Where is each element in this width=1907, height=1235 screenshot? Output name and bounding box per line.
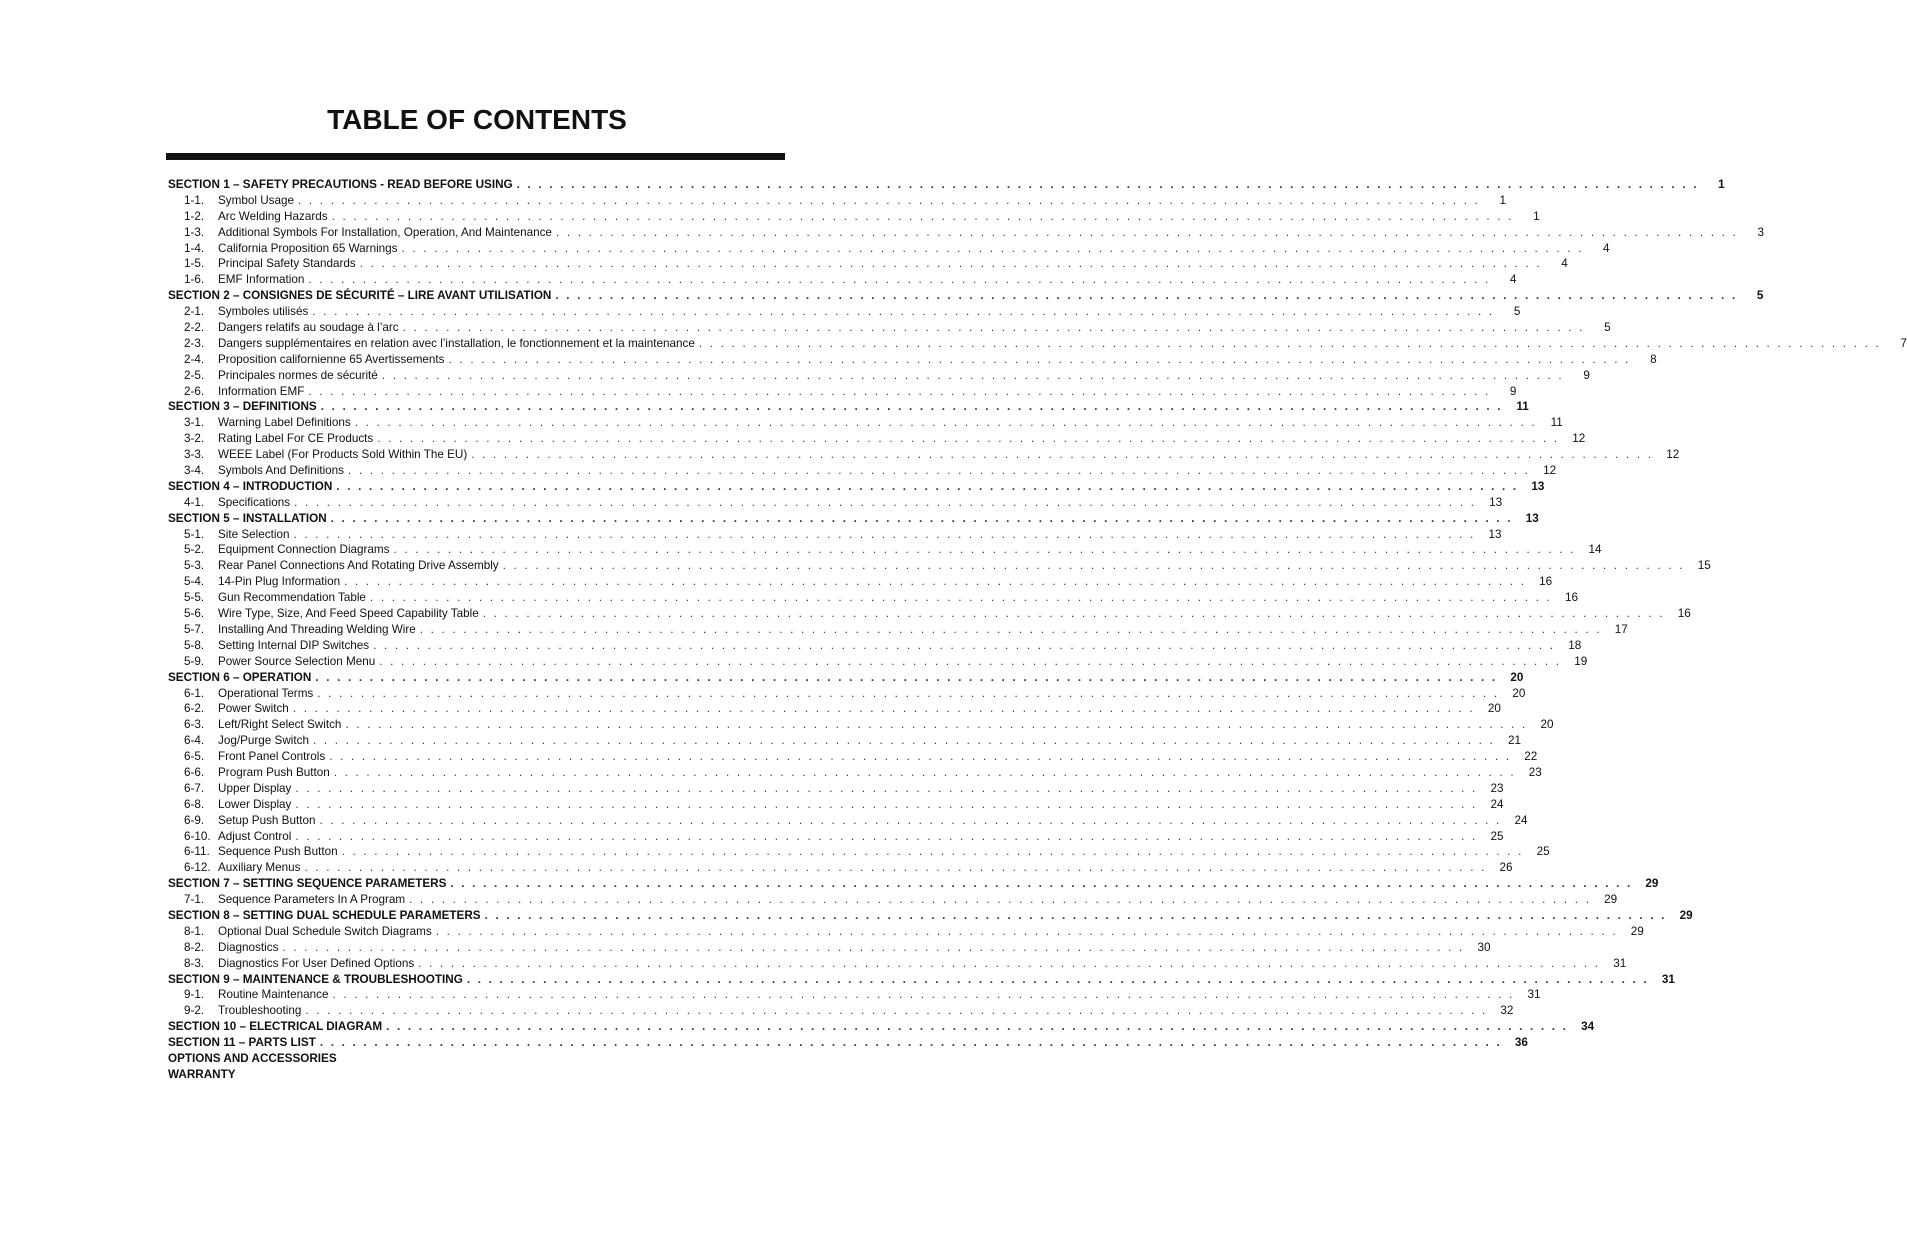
toc-dot-leader: . . . . . . . . . . . . . . . . . . . . . . . . . . . . . . . . . . . . . . . . . . . . . . . . . . . . . . . . . . . . . . . . . . . . . . . . . . . . . . . . . . . . . . . . . . . . . . . . . . . . . . . . . . . . . bbox=[295, 781, 1478, 795]
toc-page-number: 29 bbox=[1604, 893, 1618, 907]
toc-dot-leader: . . . . . . . . . . . . . . . . . . . . . . . . . . . . . . . . . . . . . . . . . . . . . . . . . . . . . . . . . . . . . . . . . . . . . . . . . . . . . . . . . . . . . . . . . . . . . . . . . . . . . . . . . . . . . bbox=[345, 718, 1528, 732]
toc-entry-title: Power Source Selection Menu bbox=[218, 654, 376, 668]
toc-page-number: 31 bbox=[1661, 972, 1675, 986]
toc-page-number: 31 bbox=[1613, 956, 1627, 970]
toc-entry-row[interactable] bbox=[168, 431, 1586, 447]
toc-section-row[interactable] bbox=[168, 1051, 782, 1067]
toc-entry-row[interactable] bbox=[168, 860, 1513, 876]
toc-entry-number: 5-2. bbox=[184, 543, 205, 557]
toc-section-row[interactable] bbox=[168, 288, 1764, 304]
toc-entry-title: Diagnostics For User Defined Options bbox=[218, 956, 415, 970]
toc-entry-title: Sequence Parameters In A Program bbox=[218, 893, 406, 907]
toc-entry-row[interactable] bbox=[168, 209, 1540, 225]
toc-entry-row[interactable] bbox=[168, 638, 1582, 654]
toc-entry-title: Front Panel Controls bbox=[218, 750, 326, 764]
toc-dot-leader: . . . . . . . . . . . . . . . . . . . . . . . . . . . . . . . . . . . . . . . . . . . . . . . . . . . . . . . . . . . . . . . . . . . . . . . . . . . . . . . . . . . . . . . . . . . . . . . . . . . . . . . . . . . . . bbox=[332, 988, 1515, 1002]
toc-section-row[interactable] bbox=[168, 876, 1659, 892]
toc-section-row[interactable] bbox=[168, 177, 1725, 193]
toc-entry-title: Arc Welding Hazards bbox=[218, 209, 328, 223]
toc-entry-row[interactable] bbox=[168, 241, 1610, 257]
toc-dot-leader: . . . . . . . . . . . . . . . . . . . . . . . . . . . . . . . . . . . . . . . . . . . . . . . . . . . . . . . . . . . . . . . . . . . . . . . . . . . . . . . . . . . . . . . . . . . . . . . . . . . . . . . . . . . . . bbox=[317, 686, 1500, 700]
toc-entry-row[interactable] bbox=[168, 940, 1491, 956]
toc-dot-leader: . . . . . . . . . . . . . . . . . . . . . . . . . . . . . . . . . . . . . . . . . . . . . . . . . . . . . . . . . . . . . . . . . . . . . . . . . . . . . . . . . . . . . . . . . . . . . . . . . . . . . . . . . . . . . bbox=[329, 750, 1512, 764]
toc-page-number: 16 bbox=[1564, 591, 1578, 605]
toc-dot-leader: . . . . . . . . . . . . . . . . . . . . . . . . . . . . . . . . . . . . . . . . . . . . . . . . . . . . . . . . . . . . . . . . . . . . . . . . . . . . . . . . . . . . . . . . . . . . . . . . . . . . . . . . . . . . . bbox=[354, 416, 1537, 430]
toc-entry-row[interactable] bbox=[168, 781, 1504, 797]
toc-entry-row[interactable] bbox=[168, 956, 1627, 972]
toc-page-number: 30 bbox=[1477, 940, 1491, 954]
toc-entry-row[interactable] bbox=[168, 654, 1588, 670]
toc-section-title: SECTION 3 – DEFINITIONS bbox=[168, 400, 317, 414]
toc-entry-row[interactable] bbox=[168, 256, 1568, 272]
toc-dot-leader: . . . . . . . . . . . . . . . . . . . . . . . . . . . . . . . . . . . . . . . . . . . . . . . . . . . . . . . . . . . . . . . . . . . . . . . . . . . . . . . . . . . . . . . . . . . . . . . . . . . . . . . . . . . . . bbox=[418, 956, 1601, 970]
toc-entry-title: Rating Label For CE Products bbox=[218, 432, 374, 446]
toc-dot-leader: . . . . . . . . . . . . . . . . . . . . . . . . . . . . . . . . . . . . . . . . . . . . . . . . . . . . . . . . . . . . . . . . . . . . . . . . . . . . . . . . . . . . . . . . . . . . . . . . . . . . . . . . . . . . . bbox=[698, 336, 1881, 350]
toc-page-number: 29 bbox=[1645, 877, 1659, 891]
toc-page-number: 11 bbox=[1516, 400, 1529, 414]
toc-entry-title: Power Switch bbox=[218, 702, 289, 716]
toc-section-title: SECTION 8 – SETTING DUAL SCHEDULE PARAMETERS bbox=[168, 908, 481, 922]
toc-entry-row[interactable] bbox=[168, 1003, 1514, 1019]
toc-page-number: 12 bbox=[1572, 432, 1586, 446]
toc-entry-number: 6-6. bbox=[184, 765, 205, 779]
toc-page-number: 25 bbox=[1536, 845, 1550, 859]
toc-page-number: 5 bbox=[1604, 321, 1611, 335]
toc-page-number: 4 bbox=[1561, 257, 1568, 271]
toc-entry-row[interactable] bbox=[168, 892, 1618, 908]
toc-page-number: 5 bbox=[1513, 305, 1521, 319]
toc-dot-leader: . . . . . . . . . . . . . . . . . . . . . . . . . . . . . . . . . . . . . . . . . . . . . . . . . . . . . . . . . . . . . . . . . . . . . . . . . . . . . . . . . . . . . . . . . . . . . . . . . . . . . . . . . . . . . bbox=[373, 638, 1556, 652]
toc-entry-row[interactable] bbox=[168, 352, 1657, 368]
toc-entry-number: 2-6. bbox=[184, 384, 205, 398]
toc-entry-title: Sequence Push Button bbox=[218, 845, 338, 859]
toc-dot-leader: . . . . . . . . . . . . . . . . . . . . . . . . . . . . . . . . . . . . . . . . . . . . . . . . . . . . . . . . . . . . . . . . . . . . . . . . . . . . . . . . . . . . . . . . . . . . . . . . . . . . . . . . . . . . . bbox=[341, 845, 1524, 859]
toc-dot-leader: . . . . . . . . . . . . . . . . . . . . . . . . . . . . . . . . . . . . . . . . . . . . . . . . . . . . . . . . . . . . . . . . . . . . . . . . . . . . . . . . . . . . . . . . . . . . . . . . . . . . . . . . . . . . . bbox=[333, 765, 1516, 779]
toc-entry-title: Proposition californienne 65 Avertissements bbox=[218, 352, 445, 366]
toc-page-number: 25 bbox=[1490, 829, 1504, 843]
toc-page-number: 21 bbox=[1507, 734, 1521, 748]
toc-page-number: 12 bbox=[1666, 448, 1680, 462]
toc-page-number: 20 bbox=[1512, 686, 1526, 700]
toc-entry-title: Troubleshooting bbox=[218, 1004, 302, 1018]
toc-page-number: 8 bbox=[1650, 352, 1657, 366]
toc-section-title: SECTION 6 – OPERATION bbox=[168, 670, 312, 684]
toc-entry-number: 6-9. bbox=[184, 813, 205, 827]
toc-entry-title: Operational Terms bbox=[218, 686, 314, 700]
toc-section-title: OPTIONS AND ACCESSORIES bbox=[168, 1051, 337, 1065]
toc-entry-title: Gun Recommendation Table bbox=[218, 591, 366, 605]
toc-entry-title: WEEE Label (For Products Sold Within The EU) bbox=[218, 448, 468, 462]
toc-dot-leader: . . . . . . . . . . . . . . . . . . . . . . . . . . . . . . . . . . . . . . . . . . . . . . . . . . . . . . . . . . . . . . . . . . . . . . . . . . . . . . . . . . . . . . . . . . . . . . . . . . . . . . . . . . . . . bbox=[482, 607, 1665, 621]
toc-page-number: 1 bbox=[1533, 209, 1540, 223]
toc-entry-title: Specifications bbox=[218, 495, 291, 509]
toc-entry-title: Symbol Usage bbox=[218, 193, 295, 207]
toc-page-number: 23 bbox=[1528, 765, 1542, 779]
toc-dot-leader: . . . . . . . . . . . . . . . . . . . . . . . . . . . . . . . . . . . . . . . . . . . . . . . . . . . . . . . . . . . . . . . . . . . . . . . . . . . . . . . . . . . . . . . . . . . . . . . . . . . . . . . . . . . . . bbox=[386, 1020, 1569, 1034]
toc-entry-title: Routine Maintenance bbox=[218, 988, 329, 1002]
toc-entry-row[interactable] bbox=[168, 622, 1628, 638]
toc-page-number: 12 bbox=[1543, 464, 1557, 478]
toc-entry-row[interactable] bbox=[168, 765, 1542, 781]
toc-entry-title: Program Push Button bbox=[218, 765, 330, 779]
toc-section-row[interactable] bbox=[168, 479, 1545, 495]
toc-entry-row[interactable] bbox=[168, 495, 1503, 511]
toc-section-row[interactable] bbox=[168, 972, 1675, 988]
toc-entry-row[interactable] bbox=[168, 542, 1602, 558]
toc-entry-number: 5-7. bbox=[184, 622, 205, 636]
toc-entry-number: 3-1. bbox=[184, 416, 205, 430]
toc-dot-leader: . . . . . . . . . . . . . . . . . . . . . . . . . . . . . . . . . . . . . . . . . . . . . . . . . . . . . . . . . . . . . . . . . . . . . . . . . . . . . . . . . . . . . . . . . . . . . . . . . . . . . . . . . . . . . bbox=[295, 829, 1478, 843]
toc-entry-row[interactable] bbox=[168, 320, 1611, 336]
toc-dot-leader: . . . . . . . . . . . . . . . . . . . . . . . . . . . . . . . . . . . . . . . . . . . . . . . . . . . . . . . . . . . . . . . . . . . . . . . . . . . . . . . . . . . . . . . . . . . . . . . . . . . . . . . . . . . . . bbox=[305, 1004, 1488, 1018]
toc-entry-number: 6-7. bbox=[184, 781, 205, 795]
toc-entry-row[interactable] bbox=[168, 527, 1502, 543]
toc-entry-row[interactable] bbox=[168, 368, 1590, 384]
toc-section-title: SECTION 4 – INTRODUCTION bbox=[168, 479, 333, 493]
toc-dot-leader: . . . . . . . . . . . . . . . . . . . . . . . . . . . . . . . . . . . . . . . . . . . . . . . . . . . . . . . . . . . . . . . . . . . . . . . . . . . . . . . . . . . . . . . . . . . . . . . . . . . . . . . . . . . . . bbox=[450, 877, 1633, 891]
toc-entry-number: 5-1. bbox=[184, 527, 205, 541]
toc-dot-leader: . . . . . . . . . . . . . . . . . . . . . . . . . . . . . . . . . . . . . . . . . . . . . . . . . . . . . . . . . . . . . . . . . . . . . . . . . . . . . . . . . . . . . . . . . . . . . . . . . . . . . . . . . . . . . bbox=[377, 432, 1560, 446]
toc-entry-number: 6-11. bbox=[184, 845, 210, 859]
toc-entry-row[interactable] bbox=[168, 987, 1541, 1003]
toc-dot-leader: . . . . . . . . . . . . . . . . . . . . . . . . . . . . . . . . . . . . . . . . . . . . . . . . . . . . . . . . . . . . . . . . . . . . . . . . . . . . . . . . . . . . . . . . . . . . . . . . . . . . . . . . . . . . . bbox=[330, 511, 1513, 525]
toc-dot-leader: . . . . . . . . . . . . . . . . . . . . . . . . . . . . . . . . . . . . . . . . . . . . . . . . . . . . . . . . . . . . . . . . . . . . . . . . . . . . . . . . . . . . . . . . . . . . . . . . . . . . . . . . . . . . . bbox=[308, 273, 1491, 287]
toc-entry-number: 4-1. bbox=[184, 495, 205, 509]
toc-entry-number: 1-4. bbox=[184, 241, 205, 255]
toc-entry-row[interactable] bbox=[168, 447, 1680, 463]
toc-entry-row[interactable] bbox=[168, 272, 1517, 288]
toc-page-number: 18 bbox=[1568, 638, 1582, 652]
toc-dot-leader: . . . . . . . . . . . . . . . . . . . . . . . . . . . . . . . . . . . . . . . . . . . . . . . . . . . . . . . . . . . . . . . . . . . . . . . . . . . . . . . . . . . . . . . . . . . . . . . . . . . . . . . . . . . . . bbox=[409, 893, 1592, 907]
toc-dot-leader: . . . . . . . . . . . . . . . . . . . . . . . . . . . . . . . . . . . . . . . . . . . . . . . . . . . . . . . . . . . . . . . . . . . . . . . . . . . . . . . . . . . . . . . . . . . . . . . . . . . . . . . . . . . . . bbox=[294, 495, 1477, 509]
toc-entry-title: Setup Push Button bbox=[218, 813, 316, 827]
toc-entry-number: 6-10. bbox=[184, 829, 211, 843]
toc-entry-title: Principal Safety Standards bbox=[218, 257, 356, 271]
toc-page-number: 7 bbox=[1900, 336, 1907, 350]
toc-entry-row[interactable] bbox=[168, 701, 1501, 717]
toc-dot-leader: . . . . . . . . . . . . . . . . . . . . . . . . . . . . . . . . . . . . . . . . . . . . . . . . . . . . . . . . . . . . . . . . . . . . . . . . . . . . . . . . . . . . . . . . . . . . . . . . . . . . . . . . . . . . . bbox=[292, 702, 1475, 716]
toc-page-number: 20 bbox=[1510, 670, 1524, 684]
toc-dot-leader: . . . . . . . . . . . . . . . . . . . . . . . . . . . . . . . . . . . . . . . . . . . . . . . . . . . . . . . . . . . . . . . . . . . . . . . . . . . . . . . . . . . . . . . . . . . . . . . . . . . . . . . . . . . . . bbox=[484, 908, 1667, 922]
toc-page-number: 13 bbox=[1489, 495, 1503, 509]
toc-page-number: 29 bbox=[1679, 908, 1693, 922]
toc-entry-number: 6-12. bbox=[184, 861, 211, 875]
toc-entry-row[interactable] bbox=[168, 225, 1764, 241]
toc-dot-leader: . . . . . . . . . . . . . . . . . . . . . . . . . . . . . . . . . . . . . . . . . . . . . . . . . . . . . . . . . . . . . . . . . . . . . . . . . . . . . . . . . . . . . . . . . . . . . . . . . . . . . . . . . . . . . bbox=[344, 575, 1527, 589]
toc-entry-row[interactable] bbox=[168, 336, 1907, 352]
toc-dot-leader: . . . . . . . . . . . . . . . . . . . . . . . . . . . . . . . . . . . . . . . . . . . . . . . . . . . . . . . . . . . . . . . . . . . . . . . . . . . . . . . . . . . . . . . . . . . . . . . . . . . . . . . . . . . . . bbox=[304, 861, 1487, 875]
toc-entry-title: Information EMF bbox=[218, 384, 305, 398]
toc-section-row[interactable] bbox=[168, 908, 1693, 924]
toc-entry-title: Optional Dual Schedule Switch Diagrams bbox=[218, 924, 432, 938]
toc-entry-title: Site Selection bbox=[218, 527, 290, 541]
toc-page-number: 3 bbox=[1757, 225, 1764, 239]
toc-entry-row[interactable] bbox=[168, 829, 1504, 845]
toc-entry-number: 6-5. bbox=[184, 750, 205, 764]
toc-entry-number: 2-5. bbox=[184, 368, 205, 382]
toc-entry-row[interactable] bbox=[168, 304, 1521, 320]
toc-section-title: SECTION 9 – MAINTENANCE & TROUBLESHOOTING bbox=[168, 972, 463, 986]
toc-dot-leader: . . . . . . . . . . . . . . . . . . . . . . . . . . . . . . . . . . . . . . . . . . . . . . . . . . . . . . . . . . . . . . . . . . . . . . . . . . . . . . . . . . . . . . . . . . . . . . . . . . . . . . . . . . . . . bbox=[315, 670, 1498, 684]
toc-entry-row[interactable] bbox=[168, 813, 1528, 829]
toc-entry-number: 1-6. bbox=[184, 273, 205, 287]
toc-entry-title: California Proposition 65 Warnings bbox=[218, 241, 398, 255]
toc-section-title: SECTION 7 – SETTING SEQUENCE PARAMETERS bbox=[168, 877, 447, 891]
toc-page-number: 16 bbox=[1539, 575, 1553, 589]
toc-section-row[interactable] bbox=[168, 1035, 1528, 1051]
toc-entry-number: 1-5. bbox=[184, 257, 205, 271]
toc-page-number: 20 bbox=[1487, 702, 1501, 716]
toc-page-number: 19 bbox=[1574, 654, 1588, 668]
toc-entry-title: Lower Display bbox=[218, 797, 292, 811]
toc-page-number: 5 bbox=[1756, 289, 1764, 303]
toc-entry-title: Dangers relatifs au soudage à l’arc bbox=[218, 321, 399, 335]
toc-entry-number: 8-3. bbox=[184, 956, 205, 970]
toc-entry-number: 6-8. bbox=[184, 797, 205, 811]
toc-page-number: 13 bbox=[1531, 479, 1545, 493]
toc-entry-row[interactable] bbox=[168, 749, 1538, 765]
toc-dot-leader: . . . . . . . . . . . . . . . . . . . . . . . . . . . . . . . . . . . . . . . . . . . . . . . . . . . . . . . . . . . . . . . . . . . . . . . . . . . . . . . . . . . . . . . . . . . . . . . . . . . . . . . . . . . . . bbox=[369, 591, 1552, 605]
toc-entry-number: 9-2. bbox=[184, 1004, 205, 1018]
toc-dot-leader: . . . . . . . . . . . . . . . . . . . . . . . . . . . . . . . . . . . . . . . . . . . . . . . . . . . . . . . . . . . . . . . . . . . . . . . . . . . . . . . . . . . . . . . . . . . . . . . . . . . . . . . . . . . . . bbox=[448, 352, 1631, 366]
toc-page-number: 29 bbox=[1630, 924, 1644, 938]
toc-page-number: 23 bbox=[1490, 781, 1504, 795]
toc-page-number: 1 bbox=[1718, 178, 1725, 191]
toc-page-number: 4 bbox=[1509, 273, 1517, 287]
toc-dot-leader: . . . . . . . . . . . . . . . . . . . . . . . . . . . . . . . . . . . . . . . . . . . . . . . . . . . . . . . . . . . . . . . . . . . . . . . . . . . . . . . . . . . . . . . . . . . . . . . . . . . . . . . . . . . . . bbox=[471, 448, 1654, 462]
toc-dot-leader: . . . . . . . . . . . . . . . . . . . . . . . . . . . . . . . . . . . . . . . . . . . . . . . . . . . . . . . . . . . . . . . . . . . . . . . . . . . . . . . . . . . . . . . . . . . . . . . . . . . . . . . . . . . . . bbox=[393, 543, 1576, 557]
toc-dot-leader: . . . . . . . . . . . . . . . . . . . . . . . . . . . . . . . . . . . . . . . . . . . . . . . . . . . . . . . . . . . . . . . . . . . . . . . . . . . . . . . . . . . . . . . . . . . . . . . . . . . . . . . . . . . . . bbox=[348, 464, 1531, 478]
toc-entry-number: 5-9. bbox=[184, 654, 205, 668]
toc-entry-title: Upper Display bbox=[218, 781, 292, 795]
toc-entry-row[interactable] bbox=[168, 590, 1578, 606]
title-divider bbox=[166, 153, 785, 160]
toc-page-number: 15 bbox=[1697, 559, 1711, 573]
toc-dot-leader: . . . . . . . . . . . . . . . . . . . . . . . . . . . . . . . . . . . . . . . . . . . . . . . . . . . . . . . . . . . . . . . . . . . . . . . . . . . . . . . . . . . . . . . . . . . . . . . . . . . . . . . . . . . . . bbox=[419, 622, 1602, 636]
toc-section-title: SECTION 11 – PARTS LIST bbox=[168, 1036, 316, 1050]
toc-entry-number: 1-2. bbox=[184, 209, 205, 223]
toc-page-number: 9 bbox=[1583, 368, 1590, 382]
toc-dot-leader: . . . . . . . . . . . . . . . . . . . . . . . . . . . . . . . . . . . . . . . . . . . . . . . . . . . . . . . . . . . . . . . . . . . . . . . . . . . . . . . . . . . . . . . . . . . . . . . . . . . . . . . . . . . . . bbox=[293, 527, 1476, 541]
toc-section-title: SECTION 2 – CONSIGNES DE SÉCURITÉ – LIRE AVANT UTILISATION bbox=[168, 289, 552, 303]
toc-dot-leader: . . . . . . . . . . . . . . . . . . . . . . . . . . . . . . . . . . . . . . . . . . . . . . . . . . . . . . . . . . . . . . . . . . . . . . . . . . . . . . . . . . . . . . . . . . . . . . . . . . . . . . . . . . . . . bbox=[402, 321, 1585, 335]
toc-entry-title: Jog/Purge Switch bbox=[218, 734, 309, 748]
toc-section-row[interactable] bbox=[168, 511, 1539, 527]
toc-page-number: 17 bbox=[1614, 622, 1628, 636]
toc-section-row[interactable] bbox=[168, 1067, 782, 1083]
toc-entry-number: 5-4. bbox=[184, 575, 205, 589]
toc-dot-leader: . . . . . . . . . . . . . . . . . . . . . . . . . . . . . . . . . . . . . . . . . . . . . . . . . . . . . . . . . . . . . . . . . . . . . . . . . . . . . . . . . . . . . . . . . . . . . . . . . . . . . . . . . . . . . bbox=[320, 400, 1503, 414]
toc-entry-number: 3-3. bbox=[184, 448, 205, 462]
toc-entry-number: 3-4. bbox=[184, 464, 205, 478]
toc-dot-leader: . . . . . . . . . . . . . . . . . . . . . . . . . . . . . . . . . . . . . . . . . . . . . . . . . . . . . . . . . . . . . . . . . . . . . . . . . . . . . . . . . . . . . . . . . . . . . . . . . . . . . . . . . . . . . bbox=[359, 257, 1542, 271]
toc-dot-leader: . . . . . . . . . . . . . . . . . . . . . . . . . . . . . . . . . . . . . . . . . . . . . . . . . . . . . . . . . . . . . . . . . . . . . . . . . . . . . . . . . . . . . . . . . . . . . . . . . . . . . . . . . . . . . bbox=[319, 1036, 1502, 1050]
toc-page-number: 32 bbox=[1500, 1004, 1514, 1018]
toc-entry-title: Auxiliary Menus bbox=[218, 861, 301, 875]
toc-page-number: 22 bbox=[1524, 750, 1538, 764]
toc-page-number: 36 bbox=[1514, 1036, 1528, 1050]
toc-entry-number: 2-4. bbox=[184, 352, 205, 366]
toc-page-number: 9 bbox=[1509, 384, 1517, 398]
toc-entry-number: 6-1. bbox=[184, 686, 205, 700]
toc-page-number: 14 bbox=[1588, 543, 1602, 557]
toc-entry-number: 5-8. bbox=[184, 638, 205, 652]
toc-entry-title: Symboles utilisés bbox=[218, 305, 309, 319]
toc-entry-number: 1-1. bbox=[184, 193, 205, 207]
toc-section-title: WARRANTY bbox=[168, 1067, 236, 1081]
toc-page-number: 13 bbox=[1488, 527, 1502, 541]
toc-page-number: 31 bbox=[1527, 988, 1541, 1002]
toc-entry-number: 1-3. bbox=[184, 225, 205, 239]
toc-entry-number: 9-1. bbox=[184, 988, 205, 1002]
toc-page-number: 24 bbox=[1514, 813, 1528, 827]
toc-dot-leader: . . . . . . . . . . . . . . . . . . . . . . . . . . . . . . . . . . . . . . . . . . . . . . . . . . . . . . . . . . . . . . . . . . . . . . . . . . . . . . . . . . . . . . . . . . . . . . . . . . . . . . . . . . . . . bbox=[401, 241, 1584, 255]
toc-dot-leader: . . . . . . . . . . . . . . . . . . . . . . . . . . . . . . . . . . . . . . . . . . . . . . . . . . . . . . . . . . . . . . . . . . . . . . . . . . . . . . . . . . . . . . . . . . . . . . . . . . . . . . . . . . . . . bbox=[502, 559, 1685, 573]
toc-dot-leader: . . . . . . . . . . . . . . . . . . . . . . . . . . . . . . . . . . . . . . . . . . . . . . . . . . . . . . . . . . . . . . . . . . . . . . . . . . . . . . . . . . . . . . . . . . . . . . . . . . . . . . . . . . . . . bbox=[295, 797, 1478, 811]
toc-dot-leader: . . . . . . . . . . . . . . . . . . . . . . . . . . . . . . . . . . . . . . . . . . . . . . . . . . . . . . . . . . . . . . . . . . . . . . . . . . . . . . . . . . . . . . . . . . . . . . . . . . . . . . . . . . . . . bbox=[555, 289, 1738, 303]
toc-page-number: 13 bbox=[1525, 511, 1539, 525]
toc-section-title: SECTION 5 – INSTALLATION bbox=[168, 511, 327, 525]
toc-page-number: 11 bbox=[1550, 416, 1563, 430]
toc-entry-number: 2-2. bbox=[184, 321, 205, 335]
toc-entry-row[interactable] bbox=[168, 606, 1691, 622]
toc-entry-number: 5-6. bbox=[184, 607, 205, 621]
toc-dot-leader: . . . . . . . . . . . . . . . . . . . . . . . . . . . . . . . . . . . . . . . . . . . . . . . . . . . . . . . . . . . . . . . . . . . . . . . . . . . . . . . . . . . . . . . . . . . . . . . . . . . . . . . . . . . . . bbox=[282, 940, 1465, 954]
toc-entry-row[interactable] bbox=[168, 733, 1521, 749]
toc-entry-title: Setting Internal DIP Switches bbox=[218, 638, 370, 652]
toc-entry-number: 5-5. bbox=[184, 591, 205, 605]
toc-section-row[interactable] bbox=[168, 399, 1529, 415]
toc-entry-title: Warning Label Definitions bbox=[218, 416, 351, 430]
page-title: TABLE OF CONTENTS bbox=[327, 104, 627, 135]
toc-entry-number: 6-2. bbox=[184, 702, 205, 716]
toc-entry-title: Diagnostics bbox=[218, 940, 279, 954]
toc-entry-number: 8-2. bbox=[184, 940, 205, 954]
toc-entry-title: Additional Symbols For Installation, Operation, And Maintenance bbox=[218, 225, 552, 239]
toc-entry-title: Rear Panel Connections And Rotating Drive Assembly bbox=[218, 559, 499, 573]
toc-page-number: 26 bbox=[1499, 861, 1513, 875]
toc-entry-number: 6-3. bbox=[184, 718, 205, 732]
toc-entry-number: 5-3. bbox=[184, 559, 205, 573]
toc-dot-leader: . . . . . . . . . . . . . . . . . . . . . . . . . . . . . . . . . . . . . . . . . . . . . . . . . . . . . . . . . . . . . . . . . . . . . . . . . . . . . . . . . . . . . . . . . . . . . . . . . . . . . . . . . . . . . bbox=[379, 654, 1562, 668]
toc-page-number: 1 bbox=[1499, 193, 1507, 207]
toc-entry-number: 2-1. bbox=[184, 305, 205, 319]
toc-entry-row[interactable] bbox=[168, 686, 1526, 702]
toc-dot-leader: . . . . . . . . . . . . . . . . . . . . . . . . . . . . . . . . . . . . . . . . . . . . . . . . . . . . . . . . . . . . . . . . . . . . . . . . . . . . . . . . . . . . . . . . . . . . . . . . . . . . . . . . . . . . . bbox=[435, 924, 1618, 938]
toc-page-number: 16 bbox=[1677, 607, 1691, 621]
toc-entry-title: Wire Type, Size, And Feed Speed Capability Table bbox=[218, 607, 479, 621]
toc-section-title: SECTION 10 – ELECTRICAL DIAGRAM bbox=[168, 1020, 383, 1034]
toc-entry-row[interactable] bbox=[168, 844, 1550, 860]
toc-dot-leader: . . . . . . . . . . . . . . . . . . . . . . . . . . . . . . . . . . . . . . . . . . . . . . . . . . . . . . . . . . . . . . . . . . . . . . . . . . . . . . . . . . . . . . . . . . . . . . . . . . . . . . . . . . . . . bbox=[319, 813, 1502, 827]
toc-section-title: SECTION 1 – SAFETY PRECAUTIONS - READ BEFORE USING bbox=[168, 178, 513, 191]
toc-dot-leader: . . . . . . . . . . . . . . . . . . . . . . . . . . . . . . . . . . . . . . . . . . . . . . . . . . . . . . . . . . . . . . . . . . . . . . . . . . . . . . . . . . . . . . . . . . . . . . . . . . . . . . . . . . . . . bbox=[298, 193, 1481, 207]
toc-entry-title: Equipment Connection Diagrams bbox=[218, 543, 390, 557]
toc-entry-title: Dangers supplémentaires en relation avec l’installation, le fonctionnement et la maintenance bbox=[218, 336, 695, 350]
toc-page-number: 20 bbox=[1540, 718, 1554, 732]
table-of-contents bbox=[168, 177, 1907, 1083]
toc-dot-leader: . . . . . . . . . . . . . . . . . . . . . . . . . . . . . . . . . . . . . . . . . . . . . . . . . . . . . . . . . . . . . . . . . . . . . . . . . . . . . . . . . . . . . . . . . . . . . . . . . . . . . . . . . . . . . bbox=[308, 384, 1491, 398]
toc-entry-title: Principales normes de sécurité bbox=[218, 368, 378, 382]
toc-dot-leader: . . . . . . . . . . . . . . . . . . . . . . . . . . . . . . . . . . . . . . . . . . . . . . . . . . . . . . . . . . . . . . . . . . . . . . . . . . . . . . . . . . . . . . . . . . . . . . . . . . . . . . . . . . . . . bbox=[312, 734, 1495, 748]
toc-dot-leader: . . . . . . . . . . . . . . . . . . . . . . . . . . . . . . . . . . . . . . . . . . . . . . . . . . . . . . . . . . . . . . . . . . . . . . . . . . . . . . . . . . . . . . . . . . . . . . . . . . . . . . . . . . . . . bbox=[516, 178, 1699, 191]
toc-entry-row[interactable] bbox=[168, 924, 1644, 940]
toc-entry-row[interactable] bbox=[168, 415, 1563, 431]
toc-page-number: 4 bbox=[1603, 241, 1610, 255]
toc-entry-row[interactable] bbox=[168, 797, 1504, 813]
toc-entry-title: Left/Right Select Switch bbox=[218, 718, 342, 732]
toc-entry-title: EMF Information bbox=[218, 273, 305, 287]
toc-entry-title: Symbols And Definitions bbox=[218, 464, 345, 478]
toc-entry-row[interactable] bbox=[168, 463, 1557, 479]
toc-entry-title: Adjust Control bbox=[218, 829, 292, 843]
toc-dot-leader: . . . . . . . . . . . . . . . . . . . . . . . . . . . . . . . . . . . . . . . . . . . . . . . . . . . . . . . . . . . . . . . . . . . . . . . . . . . . . . . . . . . . . . . . . . . . . . . . . . . . . . . . . . . . . bbox=[312, 305, 1495, 319]
toc-entry-row[interactable] bbox=[168, 384, 1517, 400]
toc-entry-row[interactable] bbox=[168, 558, 1711, 574]
toc-entry-number: 7-1. bbox=[184, 893, 205, 907]
toc-page-number: 34 bbox=[1581, 1020, 1595, 1034]
toc-entry-title: Installing And Threading Welding Wire bbox=[218, 622, 416, 636]
toc-entry-row[interactable] bbox=[168, 193, 1507, 209]
toc-section-row[interactable] bbox=[168, 1019, 1595, 1035]
toc-entry-number: 6-4. bbox=[184, 734, 205, 748]
toc-dot-leader: . . . . . . . . . . . . . . . . . . . . . . . . . . . . . . . . . . . . . . . . . . . . . . . . . . . . . . . . . . . . . . . . . . . . . . . . . . . . . . . . . . . . . . . . . . . . . . . . . . . . . . . . . . . . . bbox=[331, 209, 1514, 223]
toc-dot-leader: . . . . . . . . . . . . . . . . . . . . . . . . . . . . . . . . . . . . . . . . . . . . . . . . . . . . . . . . . . . . . . . . . . . . . . . . . . . . . . . . . . . . . . . . . . . . . . . . . . . . . . . . . . . . . bbox=[466, 972, 1649, 986]
toc-dot-leader: . . . . . . . . . . . . . . . . . . . . . . . . . . . . . . . . . . . . . . . . . . . . . . . . . . . . . . . . . . . . . . . . . . . . . . . . . . . . . . . . . . . . . . . . . . . . . . . . . . . . . . . . . . . . . bbox=[336, 479, 1519, 493]
toc-entry-number: 2-3. bbox=[184, 336, 205, 350]
toc-section-row[interactable] bbox=[168, 670, 1524, 686]
toc-entry-number: 3-2. bbox=[184, 432, 205, 446]
toc-entry-title: 14-Pin Plug Information bbox=[218, 575, 341, 589]
toc-page-number: 24 bbox=[1490, 797, 1504, 811]
toc-entry-row[interactable] bbox=[168, 717, 1554, 733]
toc-dot-leader: . . . . . . . . . . . . . . . . . . . . . . . . . . . . . . . . . . . . . . . . . . . . . . . . . . . . . . . . . . . . . . . . . . . . . . . . . . . . . . . . . . . . . . . . . . . . . . . . . . . . . . . . . . . . . bbox=[555, 225, 1738, 239]
toc-dot-leader: . . . . . . . . . . . . . . . . . . . . . . . . . . . . . . . . . . . . . . . . . . . . . . . . . . . . . . . . . . . . . . . . . . . . . . . . . . . . . . . . . . . . . . . . . . . . . . . . . . . . . . . . . . . . . bbox=[381, 368, 1564, 382]
toc-entry-number: 8-1. bbox=[184, 924, 205, 938]
toc-entry-row[interactable] bbox=[168, 574, 1553, 590]
